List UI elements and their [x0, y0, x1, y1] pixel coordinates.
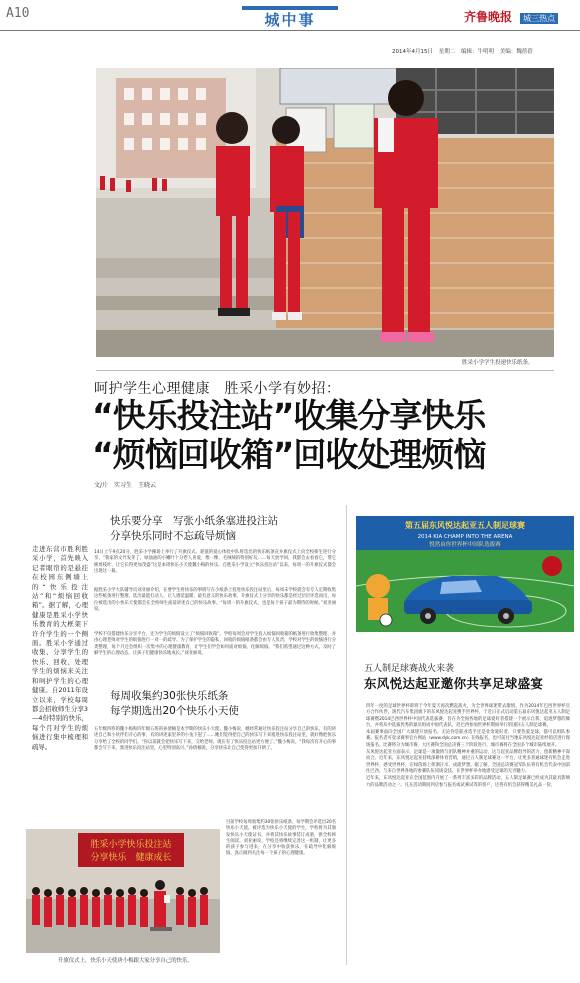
side-kicker: 五人制足球赛战火来袭 — [364, 664, 455, 674]
body-para-3: 学校不仅搭建快乐分享平台，还为学生的烦恼设立了“烦恼回收箱”。学校每周会对学生投入烦恼回收箱的纸条进行收集整理，并由心理老师对学生的烦恼进行一对一的疏导。为了保护学生的隐私，回收的烦恼纸条都会由专人负责，学校对学生的烦恼进行分类整理，每个月还会组织一次集中的心理健康教育，让学生们学会如何面对烦恼、化解烦恼。“我们希望通过这种方式，及时了解学生的心理动态，让孩子们健康快乐地成长。”刘亚丽说。 — [94, 632, 336, 656]
bottom-photo-caption: 升旗仪式上，快乐小天使唐小梅跟大家分享自己的快乐。 — [58, 958, 193, 964]
top-photo — [96, 68, 554, 357]
headline-line-1: “快乐投注站”收集分享快乐 — [92, 396, 486, 435]
editor-credit: 编辑：牛明明 — [461, 49, 495, 55]
subhead-1-line-2: 分享快乐同时不忘疏导烦恼 — [110, 530, 236, 542]
top-photo-caption: 胜采小学学生投递快乐纸条。 — [462, 360, 534, 366]
bottom-photo — [26, 829, 220, 953]
brand-tag: 城三热点 — [520, 13, 558, 24]
side-body — [366, 704, 570, 789]
subhead-1 — [110, 514, 340, 544]
side-para-2: 本届赛事面向全国广大球迷开放报名，无论你是职业选手还是业余爱好者，只要热爱足球，都可以组队参赛。报名者可登录赛事官方网站（www.dyk.com.cn）在线报名，也可前往当地东风悦达起亚经销店进行现场报名。比赛将分为城市赛、大区赛和全国总决赛三个阶段进行，城市赛将在全国多个城市陆续展开。 — [366, 730, 570, 748]
page-header — [0, 0, 580, 30]
intro-column — [32, 545, 88, 752]
header-rule — [0, 30, 580, 31]
designer-credit: 美编：魏蓓蓓 — [499, 49, 533, 55]
flag-ceremony-image — [26, 829, 220, 953]
article-byline: 文/片 实习生 王晓云 — [94, 482, 157, 489]
caption-rule — [96, 370, 554, 371]
subhead-2 — [110, 689, 340, 719]
headline-kicker: 呵护学生心理健康 胜采小学有妙招： — [94, 381, 341, 397]
ad-sub-line: 2014 KIA CHAMP INTO THE ARENA — [417, 534, 513, 540]
body-para-5: 目前学校每周收集约30张快乐纸条，每学期会评选出20名快乐小天使。被评选为快乐小天使的学生，学校将为其颁发快乐小天使证书，并将其快乐故事装订成册，供全校师生阅读。刘亚丽说，学校还将继续完善这一机制，让更多的孩子参与进来，在分享中收获快乐，在疏导中化解烦恼，真正做到关注每一个孩子的心理健康。 — [226, 820, 336, 857]
side-para-1: 四年一度的足球世界杯即将于今年夏天再次燃起战火，为全世界球迷带去激情。作为2014年巴西世界杯官方合作伙伴，现代汽车集团旗下的东风悦达起亚携手世界杯，于近日正式启动第五届东风悦达起亚五人制足球赛暨2014巴西世界杯中国代表选拔赛，旨在为全国各地的足球爱好者搭建一个展示自我、追逐梦想的舞台，并将从中选拔优秀的球员组成中国代表队，赴巴西参加世界杯期间举行的国际五人制足球赛。 — [366, 704, 570, 728]
subhead-1-line-1: 快乐要分享 写张小纸条塞进投注站 — [110, 515, 278, 527]
intro-text: 走进东营市胜利胜采小学，首先映入记者眼帘的是悬挂在校园东侧墙上的“快乐投注站”和“烦恼回收箱”。据了解，心理健康是胜采小学快乐教育的大框架下许介学生的一个侧面。胜采小学通过收集、分享学生的快乐、回收、处理学生的烦恼来关注和呵护学生的心理健康。自2011年设立以来，学校每周都会招收师生分享3—4份特别的快乐，每个月对学生的烦恼进行集中梳理和疏导。 — [32, 545, 88, 751]
kia-football-ad[interactable] — [356, 516, 574, 632]
banner-line-1: 胜采小学快乐投注站 — [90, 840, 172, 850]
headline-line-2: “烦恼回收箱”回收处理烦恼 — [92, 435, 486, 474]
subhead-2-line-1: 每周收集约30张快乐纸条 — [110, 690, 229, 702]
side-para-3: 东风悦达起亚方面表示，足球是一项激情与团队精神并重的运动，这与起亚品牌倡导的活力、创新精神不谋而合。近年来，东风悦达起亚持续深耕体育营销，通过五人制足球赛这一平台，让更多普通球迷有机会走进世界杯、感受世界杯，在绿茵场上挥洒汗水、成就梦想。据了解，全国总决赛冠军队伍将有机会代表中国前往巴西，与来自世界各地的参赛队伍同场竞技，在世界杯举办地感受足球的无穷魅力。 — [366, 750, 570, 774]
body-para-4: 五年级四班的魏小梅和四年级五班的孙倩楠是本学期的快乐小天使。魏小梅说，她经常通过快乐投注站分享自己的快乐，有的讲述自己和小伙伴们开心的事，有的讲述家里养的小兔下崽了……她们觉得把自己的快乐写下来塞进快乐投注站里，就好像把快乐分享给了全校的同学们。“你以前就会把快乐写下来，交给老师，现在有了快乐投注站更方便了。”魏小梅说。“我每次有开心的事都会写下来，塞进快乐投注站里，心里特别高兴。”孙倩楠说，分享快乐让自己变得更加开朗了。 — [94, 727, 336, 751]
side-para-4: 近年来，东风悦达起亚在全国范围内开展了一系列丰富多彩的品牌活动，五人制足球赛已经成为其最具影响力的品牌活动之一。凡在活动期间到店参与报名或试乘试驾的客户，还将有机会获得精美礼品一份。 — [366, 776, 570, 788]
section-tab — [242, 6, 338, 32]
page-number: A10 — [6, 6, 30, 21]
ad-sub-line-2: 悦然由你世界杯中国队选拔赛 — [429, 542, 501, 548]
body-para-2: 据胜采小学大队辅导员刘亚丽介绍，在要学生将快乐的事情写在小纸条上投进快乐投注站里后，每周末学校就会有专人定期收集这些纸条进行整理，选出最能打动人、让人感觉温暖、最有意义的快乐故事。升旗仪式上分享的快乐都是经过层层评选而出，每位被选出的小快乐天使都会在全校师生面前讲述自己的快乐故事。“每周一的升旗仪式，也是每个孩子最为期待的时候。”刘亚丽说。 — [94, 588, 336, 612]
column-divider — [346, 505, 347, 965]
side-headline: 东风悦达起亚邀你共享足球盛宴 — [364, 676, 544, 691]
body-para-1: 14日上午9点20分，胜采小学操场上举行了升旗仪式。轮值的爱心体验中队将选出的快乐纸条宣并旗仪式上向全校师生进行分享。“我家的文竹发芽了，绿油油的小嫩叶十分惹人喜爱，像一棵，毛绒绒的特别好玩……每天放学回，我都会去看看它，帮它修剪枝叶，让它长得更加茂盛”这是本周快乐小天使魏小梅的快乐。自胜采小学设立“快乐投注站”以来，每周一的升旗仪式都会出现这一幕。 — [94, 550, 336, 574]
subhead-2-line-2: 每学期选出20个快乐小天使 — [110, 705, 239, 717]
banner-line-2: 分享快乐 健康成长 — [90, 853, 172, 863]
students-posting-notes-image — [96, 68, 554, 357]
brand-logo — [464, 6, 558, 22]
header-meta — [392, 47, 533, 55]
issue-weekday: 星期二 — [438, 49, 456, 55]
brand-name: 齐鲁晚报 — [464, 10, 513, 24]
issue-date: 2014年4月15日 — [392, 49, 433, 55]
ad-top-line: 第五届东风悦达起亚五人制足球赛 — [405, 521, 525, 530]
ad-artwork — [356, 516, 574, 632]
section-title: 城中事 — [264, 11, 316, 29]
